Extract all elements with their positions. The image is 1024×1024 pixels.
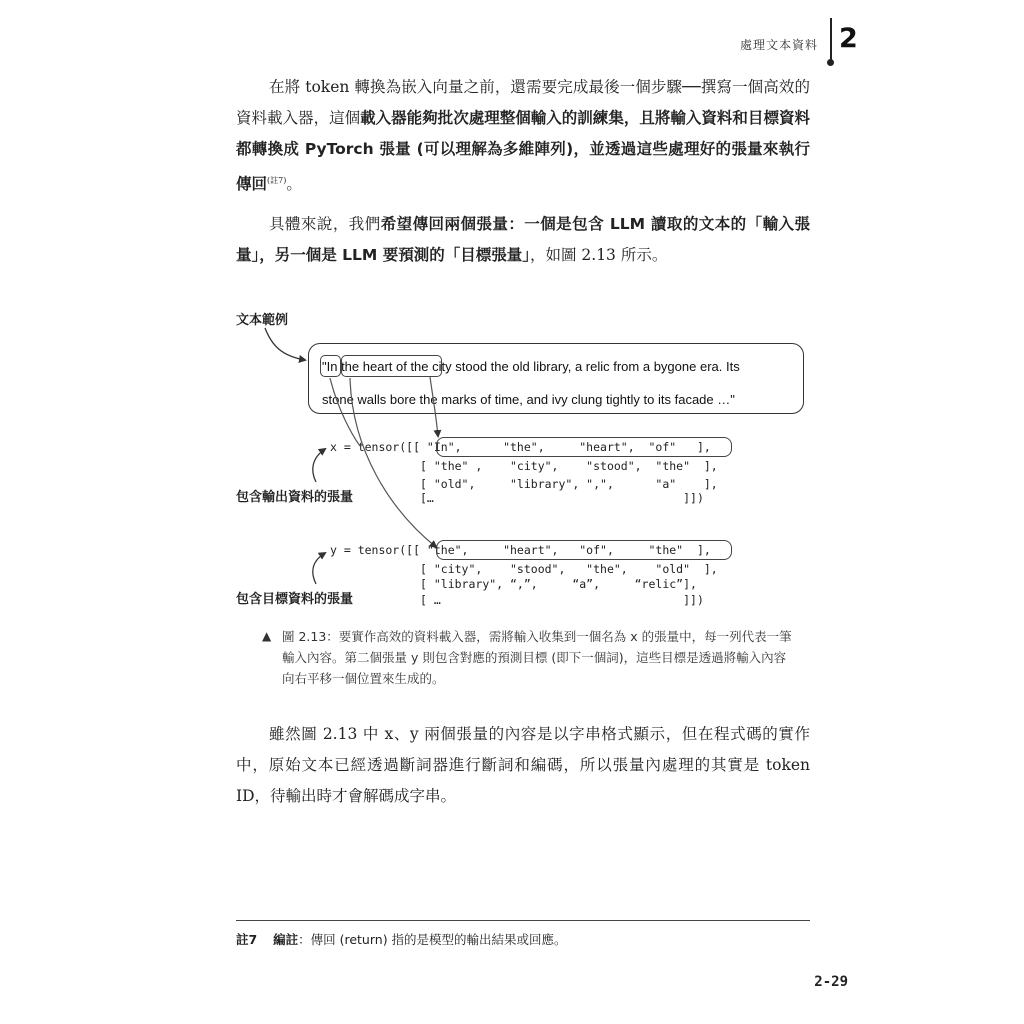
- text-sample-line-1: "In the heart of the city stood the old library, a relic from a bygone era. Its: [322, 359, 740, 374]
- paragraph-1-bold: 載入器能夠批次處理整個輸入的訓練集，且將輸入資料和目標資料都轉換成 PyTorch 張量 (可以理解為多維陣列)，並透過這些處理好的張量來執行傳回: [236, 109, 810, 194]
- page-number: 2-29: [814, 974, 848, 990]
- caption-triangle-icon: ▲: [262, 629, 272, 643]
- paragraph-2-text-a: 具體來說，我們: [269, 215, 381, 233]
- tensor-y-row: [ … ]]): [330, 593, 704, 607]
- text-sample-line-2: stone walls bore the marks of time, and ivy clung tightly to its facade …": [322, 392, 735, 407]
- figure-caption: [262, 626, 792, 689]
- highlight-in: [320, 355, 341, 377]
- highlight-y-first-row: [436, 540, 732, 560]
- tensor-y-row: [ "library", “,”, “a”, “relic”],: [330, 577, 697, 591]
- tensor-y-row: [ "city", "stood", "the", "old" ],: [330, 562, 718, 576]
- header-divider-dot: [827, 59, 834, 66]
- arrow-label-to-sample: [265, 328, 305, 360]
- tensor-x-row: [ "old", "library", ",", "a" ],: [330, 477, 718, 491]
- paragraph-2: [236, 209, 810, 271]
- chapter-number: 2: [839, 23, 858, 54]
- footnote-label: 編註: [273, 932, 299, 947]
- tensor-x-row: [… ]]): [330, 491, 704, 505]
- paragraph-1-text-b: 。: [286, 175, 302, 194]
- arrow-target-label-to-y: [313, 553, 325, 584]
- tensor-x-row: x = tensor([[ "In", "the", "heart", "of" ],: [330, 440, 711, 454]
- paragraph-2-text-b: ，如圖 2.13 所示。: [529, 246, 668, 264]
- label-target-tensor: 包含目標資料的張量: [236, 592, 354, 607]
- paragraph-1-text-a: 在將 token 轉換為嵌入向量之前，還需要完成最後一個步驟──撰寫一個高效的資料載入器，這個: [236, 78, 810, 127]
- chapter-title: 處理文本資料: [739, 38, 818, 52]
- caption-text: 圖 2.13：要實作高效的資料載入器，需將輸入收集到一個名為 x 的張量中，每一列代表一筆輸入內容。第二個張量 y 則包含對應的預測目標 (即下一個詞)，這些目標是透過將輸入內容向右平移一個位置來生成的。: [282, 629, 792, 686]
- arrow-input-label-to-x: [313, 449, 325, 482]
- footnote-ref-7[interactable]: (註7): [267, 176, 287, 185]
- label-input-tensor: 包含輸出資料的張量: [236, 490, 354, 505]
- footnote-id: 註7: [236, 932, 258, 947]
- footnote-divider: [236, 920, 810, 921]
- footnote-text: ：傳回 (return) 指的是模型的輸出結果或回應。: [298, 932, 567, 947]
- highlight-x-first-row: [436, 437, 732, 457]
- paragraph-2-bold: 希望傳回兩個張量：一個是包含 LLM 讀取的文本的「輸入張量」，另一個是 LLM 要預測的「目標張量」: [236, 215, 810, 264]
- tensor-y-row: y = tensor([[ "the", "heart", "of", "the" ],: [330, 543, 711, 557]
- header-divider: [830, 18, 832, 60]
- label-text-sample: 文本範例: [236, 313, 289, 328]
- highlight-the-heart-of-the: [341, 355, 442, 377]
- paragraph-1: [236, 72, 810, 200]
- tensor-x-row: [ "the" , "city", "stood", "the" ],: [330, 459, 718, 473]
- paragraph-3: 雖然圖 2.13 中 x、y 兩個張量的內容是以字串格式顯示，但在程式碼的實作中，原始文本已經透過斷詞器進行斷詞和編碼，所以張量內處理的其實是 token ID，待輸出時才會解碼成字串。: [236, 725, 810, 805]
- footnote-7: [236, 930, 567, 948]
